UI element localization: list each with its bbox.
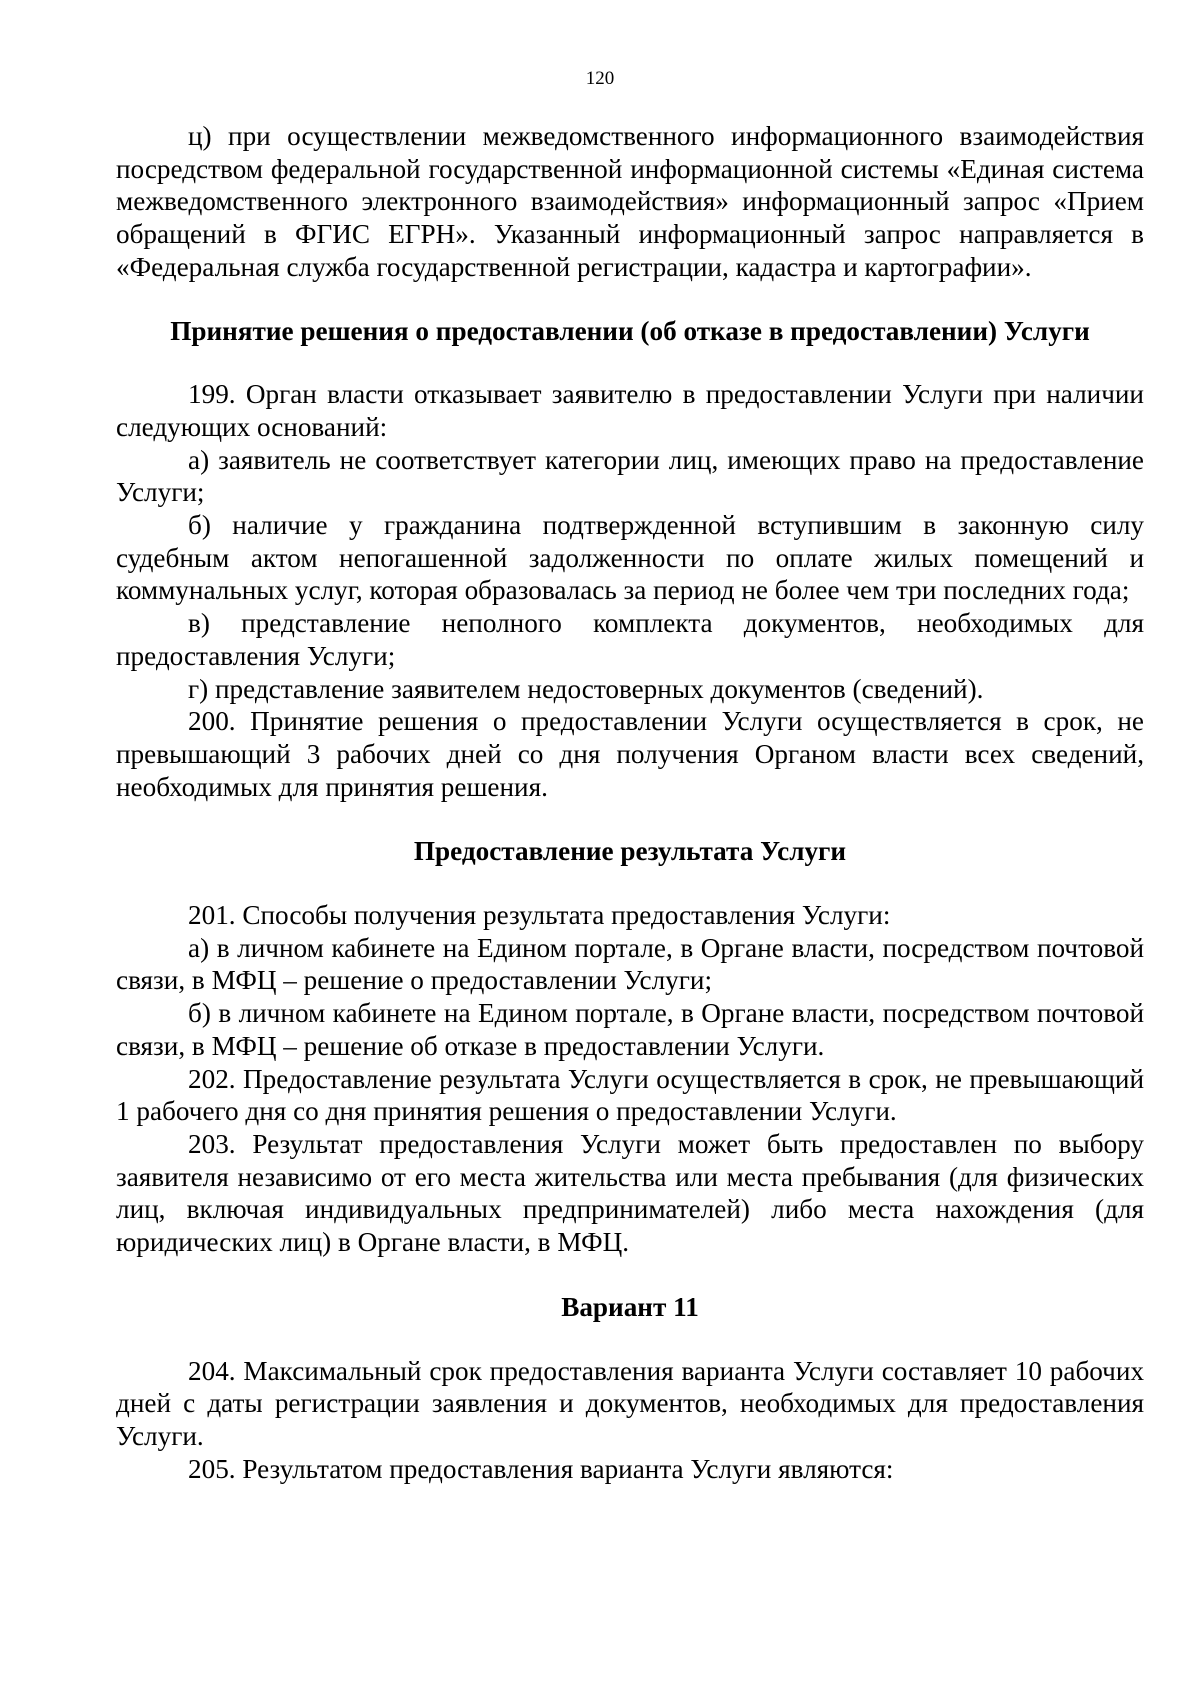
page-number: 120 bbox=[585, 68, 615, 89]
paragraph-199b: б) наличие у гражданина подтвержденной вступившим в законную силу судебным актом непогашенной задолженности по оплате жилых помещений и коммунальных услуг, которая образовалась за период не более чем три последних года; bbox=[116, 510, 1144, 606]
paragraph-199: 199. Орган власти отказывает заявителю в предоставлении Услуги при наличии следующих оснований: bbox=[116, 379, 1144, 442]
paragraph-199a: а) заявитель не соответствует категории лиц, имеющих право на предоставление Услуги; bbox=[116, 444, 1144, 508]
document-body bbox=[116, 120, 1144, 1485]
paragraph-205: 205. Результатом предоставления варианта Услуги являются: bbox=[188, 1453, 894, 1484]
paragraph-ts: ц) при осуществлении межведомственного информационного взаимодействия посредством федеральной государственной информационной системы «Единая система межведомственного электронного взаимодействия» информационный запрос «Прием обращений в ФГИС ЕГРН». Указанный информационный запрос направляется в «Федеральная служба государственной регистрации, кадастра и картографии». bbox=[116, 121, 1144, 282]
heading-variant: Вариант 11 bbox=[561, 1291, 699, 1322]
paragraph-199g: г) представление заявителем недостоверных документов (сведений). bbox=[188, 673, 984, 704]
paragraph-201: 201. Способы получения результата предоставления Услуги: bbox=[188, 900, 891, 931]
paragraph-203: 203. Результат предоставления Услуги может быть предоставлен по выбору заявителя независимо от его места жительства или места пребывания (для физических лиц, включая индивидуальных предпринимателей) либо места нахождения (для юридических лиц) в Органе власти, в МФЦ. bbox=[116, 1128, 1144, 1258]
heading-decision: Принятие решения о предоставлении (об отказе в предоставлении) Услуги bbox=[170, 315, 1090, 346]
paragraph-201b: б) в личном кабинете на Едином портале, в Органе власти, посредством почтовой связи, в МФЦ – решение об отказе в предоставлении Услуги. bbox=[116, 998, 1144, 1061]
paragraph-202: 202. Предоставление результата Услуги осуществляется в срок, не превышающий 1 рабочего дня со дня принятия решения о предоставлении Услуги. bbox=[116, 1063, 1144, 1127]
heading-result: Предоставление результата Услуги bbox=[413, 836, 847, 867]
paragraph-201a: а) в личном кабинете на Едином портале, в Органе власти, посредством почтовой связи, в МФЦ – решение о предоставлении Услуги; bbox=[116, 932, 1144, 996]
paragraph-200: 200. Принятие решения о предоставлении Услуги осуществляется в срок, не превышающий 3 рабочих дней со дня получения Органом власти всех сведений, необходимых для принятия решения. bbox=[116, 706, 1144, 802]
paragraph-204: 204. Максимальный срок предоставления варианта Услуги составляет 10 рабочих дней с даты регистрации заявления и документов, необходимых для предоставления Услуги. bbox=[116, 1355, 1144, 1451]
paragraph-199v: в) представление неполного комплекта документов, необходимых для предоставления Услуги; bbox=[116, 608, 1144, 671]
